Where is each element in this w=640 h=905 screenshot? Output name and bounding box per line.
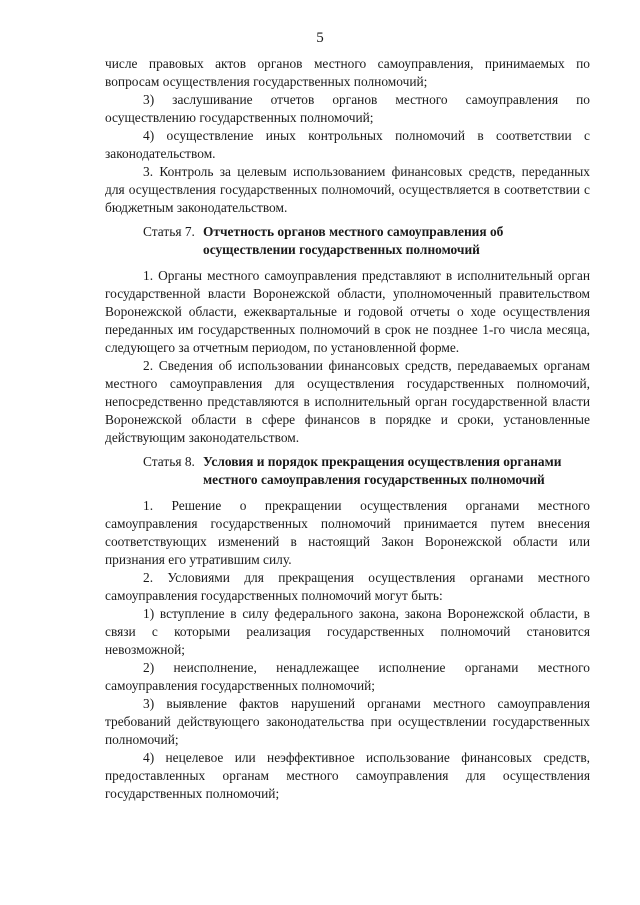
article-heading xyxy=(105,223,590,259)
article-number: Статья 8. xyxy=(143,454,195,469)
paragraph: 3) выявление фактов нарушений органами местного самоуправления требований действующего законодательства при осуществлении государственных полномочий; xyxy=(105,696,590,747)
paragraph: 4) осуществление иных контрольных полномочий в соответствии с законодательством. xyxy=(105,128,590,161)
paragraph: 4) нецелевое или неэффективное использование финансовых средств, предоставленных органам местного самоуправления для осуществления государственных полномочий; xyxy=(105,750,590,801)
article-title: Условия и порядок прекращения осуществления органами местного самоуправления государственных полномочий xyxy=(203,454,562,487)
paragraph: 1. Решение о прекращении осуществления органами местного самоуправления государственных полномочий принимается путем внесения соответствующих изменений в настоящий Закон Воронежской области или признания его утратившим силу. xyxy=(105,498,590,567)
article-heading xyxy=(105,453,590,489)
article-title: Отчетность органов местного самоуправления об осуществлении государственных полномочий xyxy=(203,224,504,257)
paragraph: 2. Условиями для прекращения осуществления органами местного самоуправления государственных полномочий могут быть: xyxy=(105,570,590,603)
paragraph: 2) неисполнение, ненадлежащее исполнение органами местного самоуправления государственных полномочий; xyxy=(105,660,590,693)
paragraph: числе правовых актов органов местного самоуправления, принимаемых по вопросам осуществления государственных полномочий; xyxy=(105,56,590,89)
page-number: 5 xyxy=(316,30,324,46)
paragraph: 1) вступление в силу федерального закона, закона Воронежской области, в связи с которыми реализация государственных полномочий становится невозможной; xyxy=(105,606,590,657)
paragraph: 1. Органы местного самоуправления представляют в исполнительный орган государственной власти Воронежской области, уполномоченный правительством Воронежской области, ежеквартальные и годовой отчеты о ходе осуществления переданных им государственных полномочий в срок не позднее 1-го числа месяца, следующего за отчетным периодом, по установленной форме. xyxy=(105,268,590,355)
paragraph: 3. Контроль за целевым использованием финансовых средств, переданных для осуществления государственных полномочий, осуществляется в соответствии с бюджетным законодательством. xyxy=(105,164,590,215)
paragraph: 2. Сведения об использовании финансовых средств, передаваемых органам местного самоуправления для осуществления государственных полномочий, непосредственно представляются в исполнительный орган государственной власти Воронежской области в сфере финансов в порядке и сроки, установленные действующим законодательством. xyxy=(105,358,590,445)
paragraph: 3) заслушивание отчетов органов местного самоуправления по осуществлению государственных полномочий; xyxy=(105,92,590,125)
article-number: Статья 7. xyxy=(143,224,195,239)
document-body xyxy=(105,55,590,803)
